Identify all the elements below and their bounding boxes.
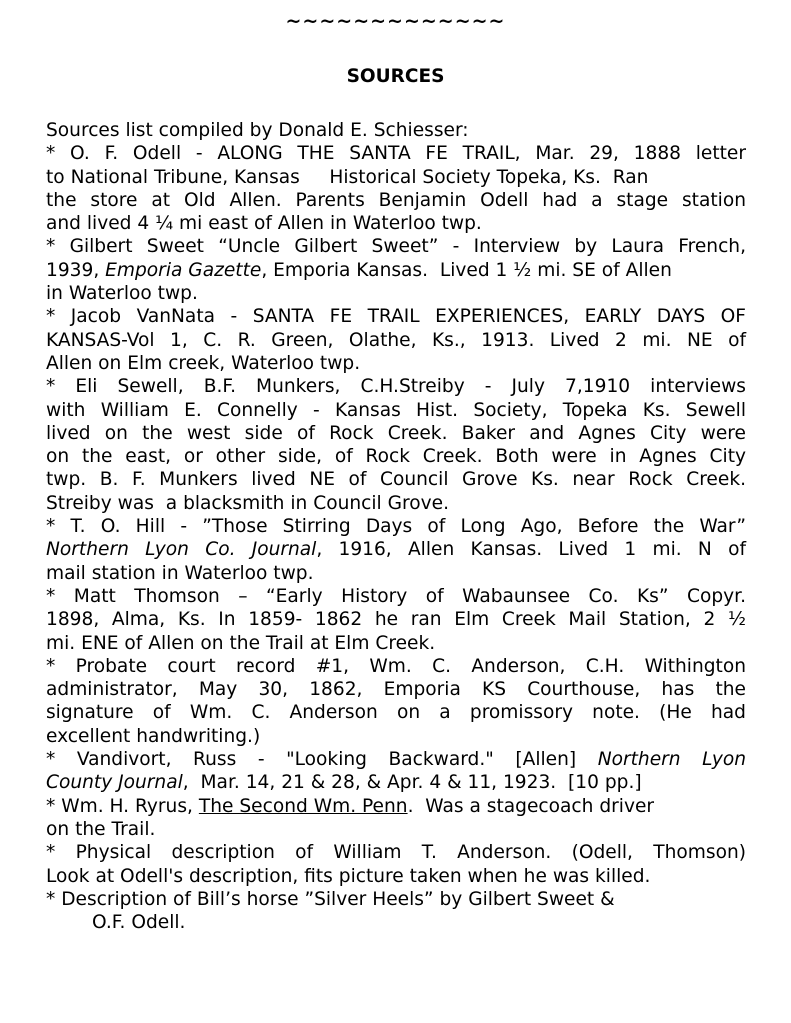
source-line: Look at Odell's description, fits picture taken when he was killed. [46, 865, 651, 887]
source-line: Allen on Elm creek, Waterloo twp. [46, 352, 361, 374]
page-title: SOURCES [346, 66, 445, 87]
source-line: * Probate court record #1, Wm. C. Anderson, C.H. Withington [46, 655, 746, 677]
source-line: lived on the west side of Rock Creek. Baker and Agnes City were [46, 422, 746, 444]
source-line: 1898, Alma, Ks. In 1859- 1862 he ran Elm Creek Mail Station, 2 ½ [46, 609, 746, 631]
publication-title: Northern Lyon Co. Journal [46, 539, 317, 561]
source-line: * Matt Thomson – “Early History of Wabaunsee Co. Ks” Copyr. [46, 585, 746, 607]
source-line: and lived 4 ¼ mi east of Allen in Waterloo twp. [46, 213, 482, 235]
source-line: mi. ENE of Allen on the Trail at Elm Creek. [46, 632, 436, 654]
source-line: on the east, or other side, of Rock Creek. Both were in Agnes City [46, 446, 746, 468]
book-title: The Second Wm. Penn [198, 795, 408, 817]
source-line: 1939, Emporia Gazette, Emporia Kansas. Lived 1 ½ mi. SE of Allen [46, 259, 672, 281]
source-line: in Waterloo twp. [46, 283, 198, 305]
source-line: excellent handwriting.) [46, 725, 261, 747]
source-line: with William E. Connelly - Kansas Hist. Society, Topeka Ks. Sewell [46, 399, 746, 421]
source-line: O.F. Odell. [92, 912, 186, 934]
source-line: * Gilbert Sweet “Uncle Gilbert Sweet” - Interview by Laura French, [46, 236, 746, 258]
source-line: * Physical description of William T. Anderson. (Odell, Thomson) [46, 842, 746, 864]
source-line: on the Trail. [46, 818, 156, 840]
source-line: * Eli Sewell, B.F. Munkers, C.H.Streiby - July 7,1910 interviews [46, 376, 746, 398]
source-line: * Vandivort, Russ - "Looking Backward." [Allen] Northern Lyon [46, 749, 746, 771]
source-line: the store at Old Allen. Parents Benjamin Odell had a stage station [46, 189, 746, 211]
source-line: mail station in Waterloo twp. [46, 562, 314, 584]
source-line: to National Tribune, Kansas Historical Society Topeka, Ks. Ran [46, 166, 649, 188]
source-line: Sources list compiled by Donald E. Schiesser: [46, 120, 469, 141]
source-line: County Journal, Mar. 14, 21 & 28, & Apr. 4 & 11, 1923. [10 pp.] [46, 772, 642, 794]
source-line: * Description of Bill’s horse ”Silver Heels” by Gilbert Sweet & [46, 888, 615, 910]
publication-title: Northern Lyon [597, 749, 746, 771]
source-line: * O. F. Odell - ALONG THE SANTA FE TRAIL, Mar. 29, 1888 letter [46, 143, 746, 165]
source-line: * T. O. Hill - ”Those Stirring Days of Long Ago, Before the War” [46, 516, 746, 538]
sources-list [46, 119, 746, 934]
source-line: KANSAS-Vol 1, C. R. Green, Olathe, Ks., 1913. Lived 2 mi. NE of [46, 329, 746, 351]
source-line: signature of Wm. C. Anderson on a promissory note. (He had [46, 702, 746, 724]
publication-title: County Journal [46, 772, 183, 794]
source-line: * Jacob VanNata - SANTA FE TRAIL EXPERIENCES, EARLY DAYS OF [46, 306, 746, 328]
decorative-divider: ~~~~~~~~~~~~~ [285, 10, 506, 32]
source-line: Northern Lyon Co. Journal, 1916, Allen Kansas. Lived 1 mi. N of [46, 539, 746, 561]
source-line: * Wm. H. Ryrus, The Second Wm. Penn. Was a stagecoach driver [46, 795, 655, 817]
publication-title: Emporia Gazette [105, 259, 262, 281]
source-line: twp. B. F. Munkers lived NE of Council Grove Ks. near Rock Creek. [46, 469, 746, 491]
source-line: administrator, May 30, 1862, Emporia KS Courthouse, has the [46, 679, 746, 701]
source-line: Streiby was a blacksmith in Council Grove. [46, 492, 449, 514]
